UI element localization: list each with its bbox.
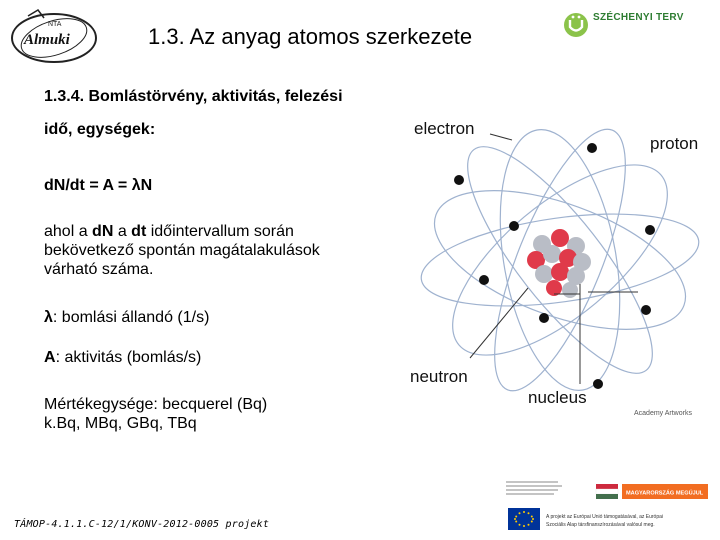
lambda-symbol: λ (44, 309, 53, 326)
electron-dot (539, 313, 549, 323)
eu-flag-icon (508, 508, 540, 530)
label-nucleus: nucleus (528, 388, 587, 407)
electron-dot (593, 379, 603, 389)
label-proton: proton (650, 134, 699, 153)
desc-text-2: a (113, 223, 132, 240)
lambda-text: : bomlási állandó (1/s) (52, 309, 210, 326)
credit: Academy Artworks (634, 410, 692, 417)
section-heading-cont: idő, egységek: (44, 121, 156, 138)
electron-dot (479, 275, 489, 285)
project-code: TÁMOP-4.1.1.C-12/1/KONV-2012-0005 projekt (14, 519, 270, 530)
desc-bold-dn: dN (92, 223, 114, 240)
funding-box (500, 478, 714, 534)
atom-diagram (402, 112, 714, 418)
page-title: 1.3. Az anyag atomos szerkezete (148, 24, 473, 49)
lambda-definition (44, 308, 209, 327)
unit-multiples: k.Bq, MBq, GBq, TBq (44, 415, 197, 432)
activity-symbol: A (44, 349, 56, 366)
sponsor-name: SZÉCHENYI TERV (593, 12, 684, 23)
desc-text-3: időintervallum során bekövetkező spontán magátalakulások várható száma. (44, 223, 320, 278)
electron-dot (645, 225, 655, 235)
eu-text-line2: Szociális Alap társfinanszírozásával valósul meg. (546, 522, 655, 528)
label-neutron: neutron (410, 367, 468, 386)
desc-bold-dt: dt (131, 223, 147, 240)
section-heading: 1.3.4. Bomlástörvény, aktivitás, felezési (44, 88, 343, 105)
formula-description (44, 222, 364, 279)
hungarian-flag-icon (596, 484, 618, 499)
activity-text: : aktivitás (bomlás/s) (55, 349, 202, 366)
unit-line: Mértékegysége: becquerel (Bq) (44, 396, 268, 413)
label-electron: electron (414, 119, 475, 138)
electron-dot (509, 221, 519, 231)
decay-formula: dN/dt = A = λN (44, 177, 153, 194)
desc-text-1: ahol a (44, 223, 93, 240)
logo-text: Almuki (24, 32, 70, 48)
almuki-logo (8, 8, 100, 66)
activity-definition (44, 348, 201, 367)
electron-dot (454, 175, 464, 185)
logo-small-text: NTA (48, 21, 62, 28)
electron-dot (587, 143, 597, 153)
eu-text-line1: A projekt az Európai Unió támogatásával, az Európai (546, 514, 664, 520)
electron-dot (641, 305, 651, 315)
banner-text: MAGYARORSZÁG MEGÚJUL (626, 490, 704, 497)
